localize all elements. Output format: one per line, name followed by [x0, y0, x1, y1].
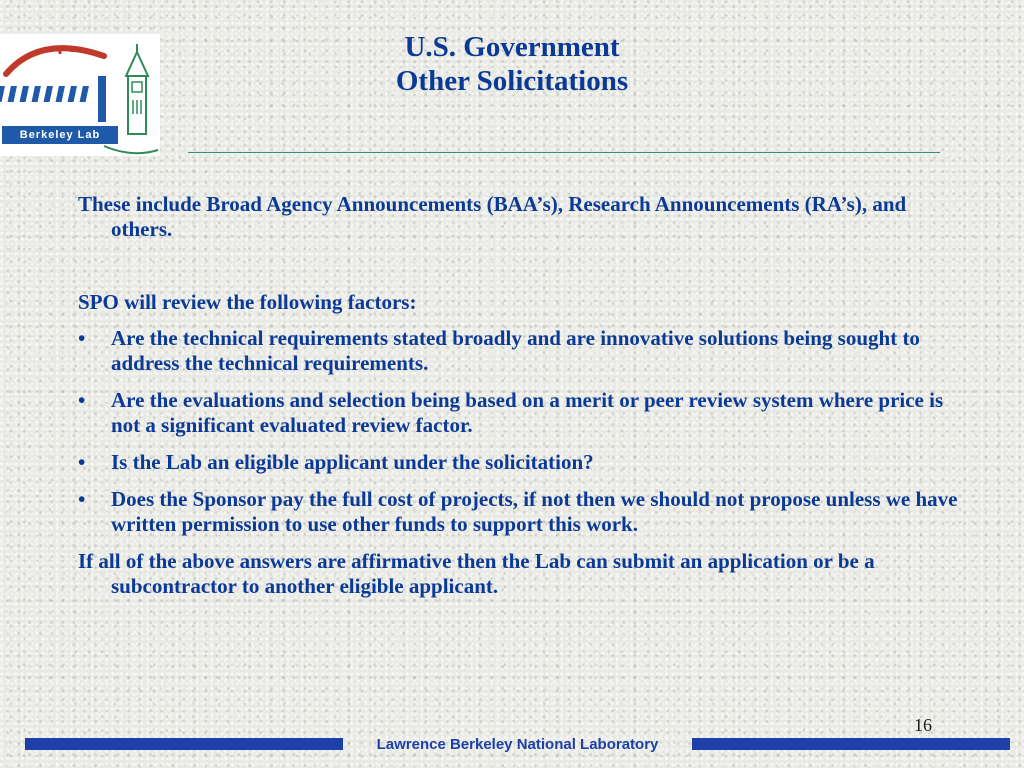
list-item	[78, 450, 958, 475]
closing-paragraph: If all of the above answers are affirmative then the Lab can submit an application or be a subcontractor to another eligible applicant.	[78, 549, 875, 598]
bullet-icon: •	[78, 450, 86, 474]
title-line-2: Other Solicitations	[395, 65, 629, 97]
list-item	[78, 487, 958, 537]
slide-body	[78, 192, 958, 599]
footer-bar-left	[25, 738, 343, 750]
intro-paragraph: These include Broad Agency Announcements (BAA’s), Research Announcements (RA’s), and others.	[78, 192, 907, 241]
list-item-text: Are the evaluations and selection being based on a merit or peer review system where price is not a significant evaluated review factor.	[111, 388, 944, 437]
footer-org-name: Lawrence Berkeley National Laboratory	[376, 736, 659, 753]
bullet-icon: •	[78, 487, 86, 511]
list-item-text: Are the technical requirements stated broadly and are innovative solutions being sought to address the technical requirements.	[111, 326, 920, 375]
page-number: 16	[914, 715, 932, 735]
title-line-1: U.S. Government	[404, 31, 620, 63]
bullet-icon: •	[78, 326, 86, 350]
list-item-text: Does the Sponsor pay the full cost of projects, if not then we should not propose unless we have written permission to use other funds to support this work.	[111, 487, 958, 536]
review-lead-in: SPO will review the following factors:	[78, 290, 417, 314]
footer-bar-right	[692, 738, 1010, 750]
list-item-text: Is the Lab an eligible applicant under the solicitation?	[111, 450, 594, 474]
berkeley-lab-logo	[0, 34, 160, 156]
title-divider	[188, 152, 940, 153]
review-factors-list	[78, 326, 958, 537]
list-item	[78, 326, 958, 376]
list-item	[78, 388, 958, 438]
slide-title	[300, 30, 724, 98]
logo-label: Berkeley Lab	[2, 126, 118, 144]
bullet-icon: •	[78, 388, 86, 412]
